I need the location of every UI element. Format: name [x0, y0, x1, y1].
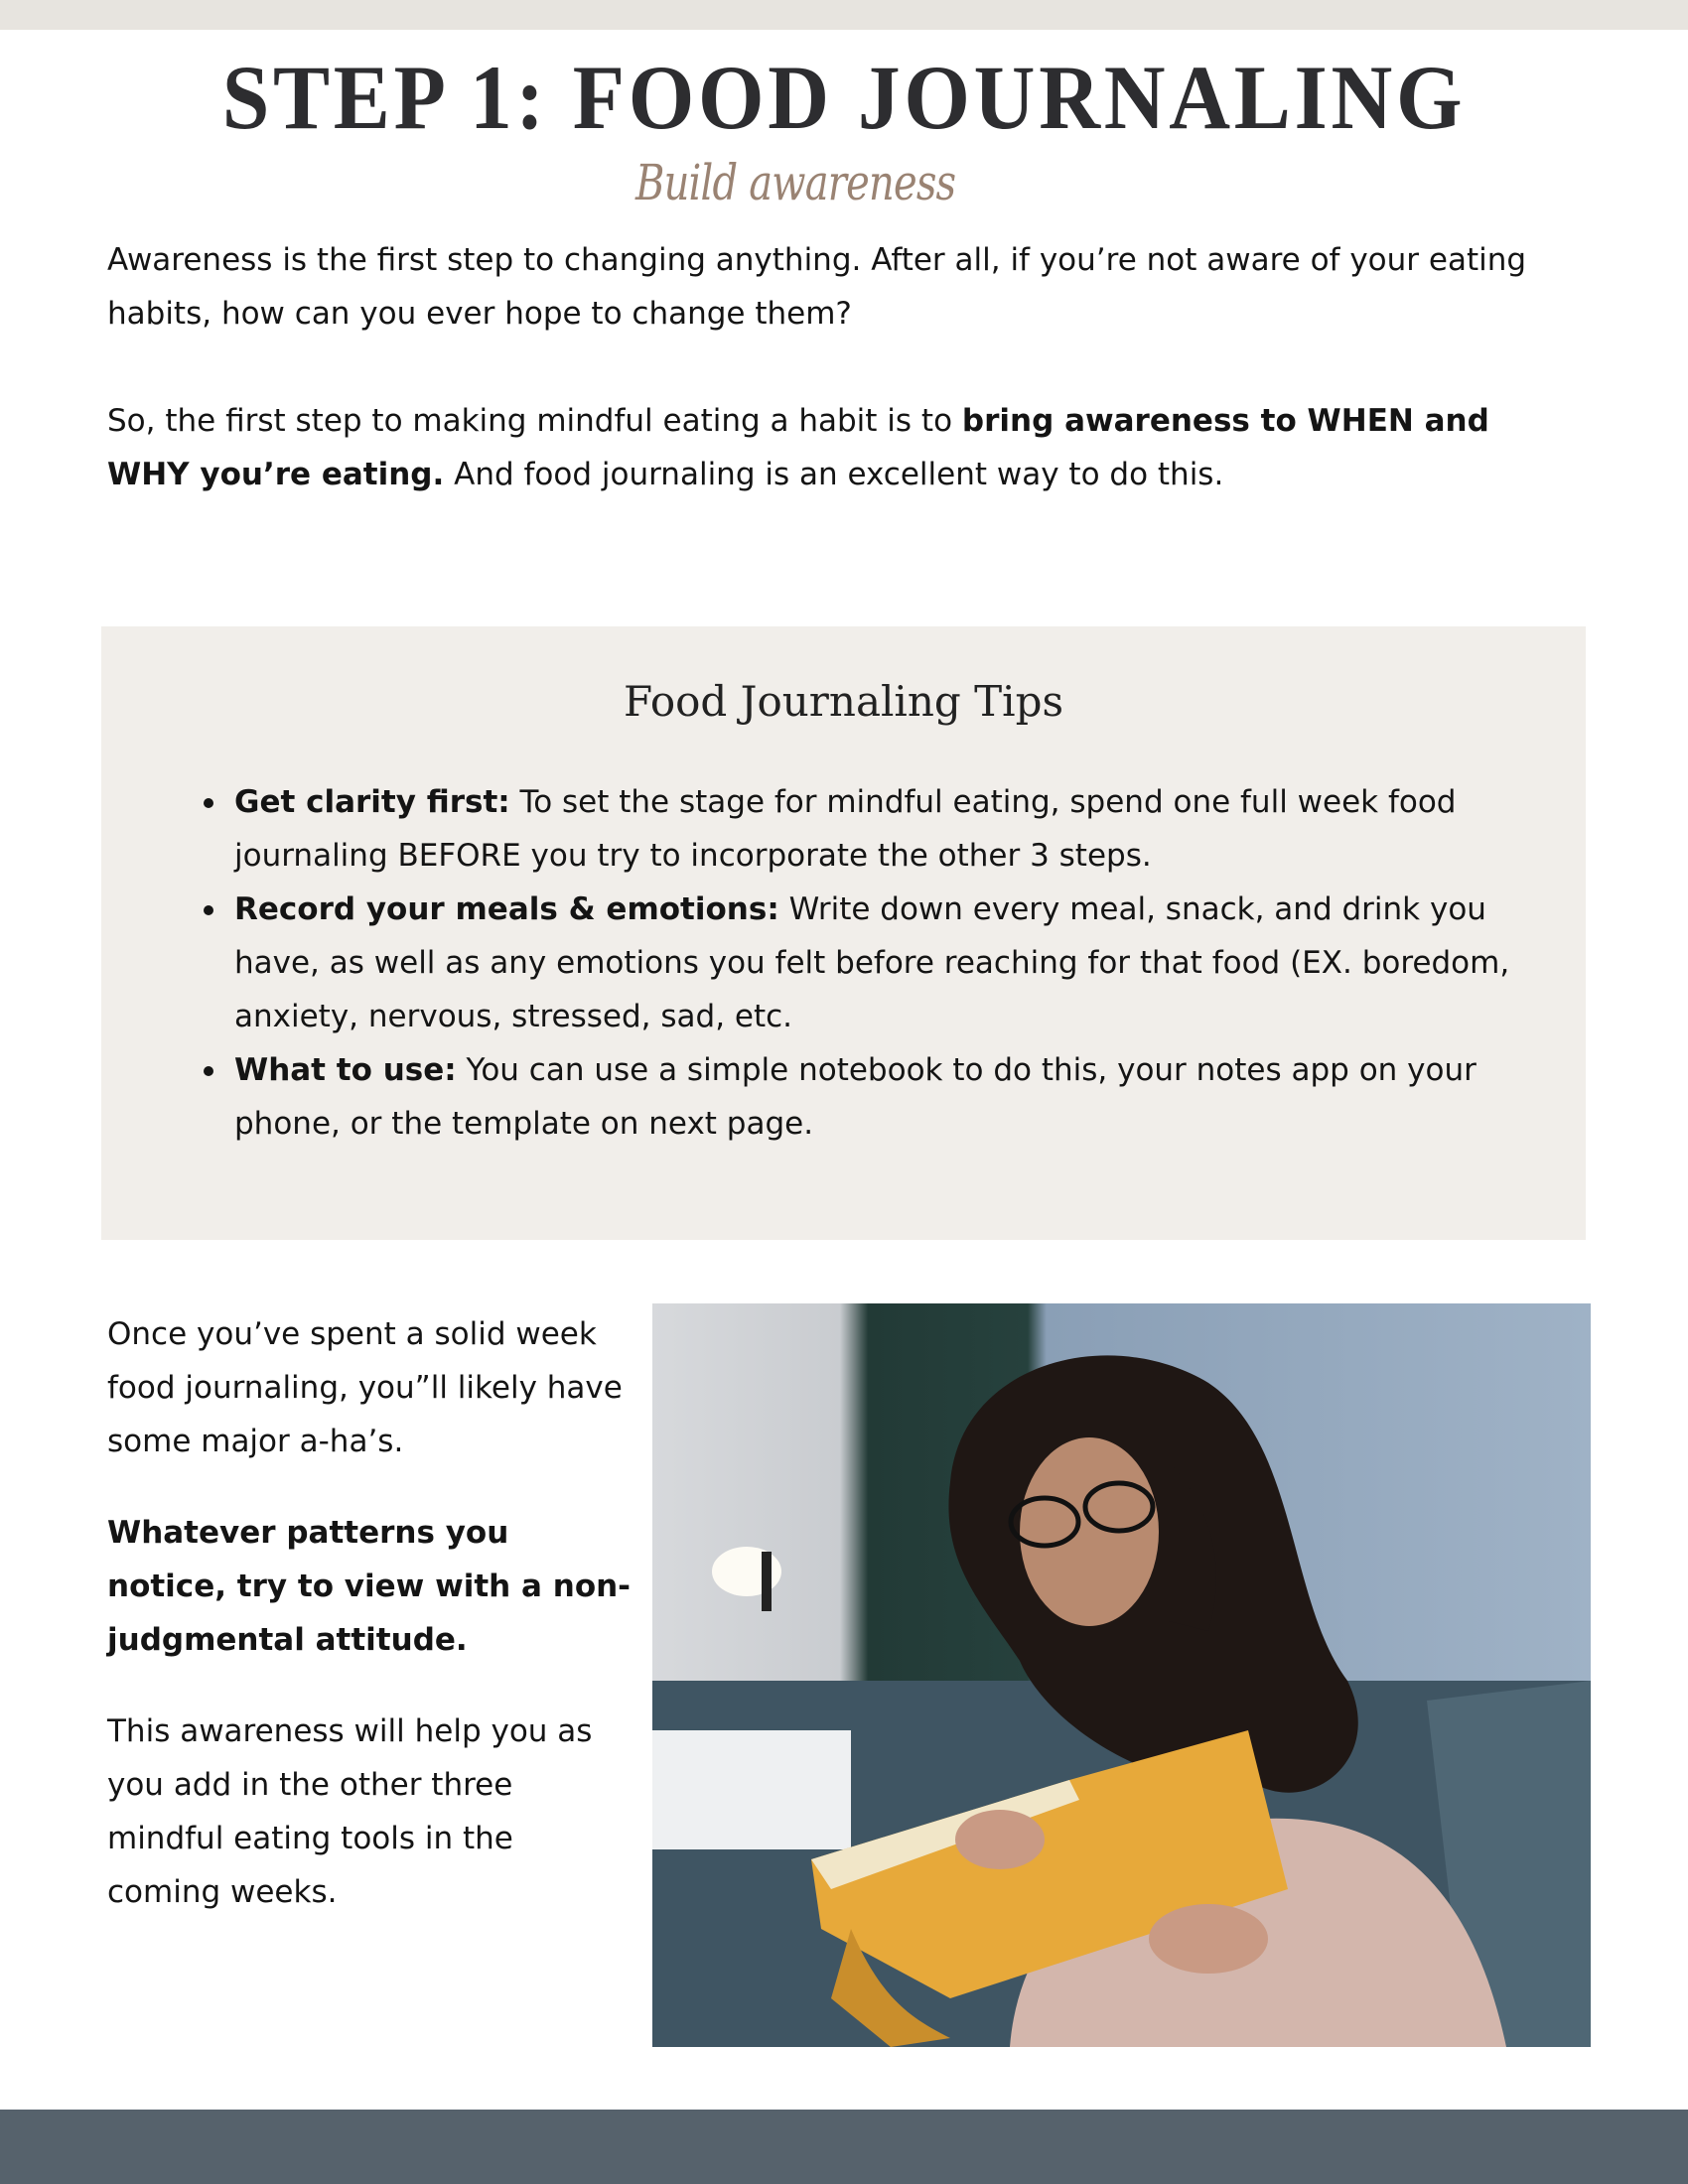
- photo-illustration: [652, 1303, 1591, 2047]
- tip-text: Write down every meal, snack, and drink you have, as well as any emotions you felt before reaching for that food (EX. boredom, anxiety, nervous, stressed, sad, etc.: [234, 891, 1510, 1034]
- tips-box: [101, 626, 1586, 1240]
- intro-paragraph-1: Awareness is the first step to changing anything. After all, if you’re not aware of your eating habits, how can you ever hope to change them?: [107, 242, 1527, 332]
- tip-item: [234, 1043, 1555, 1151]
- top-band: [0, 0, 1688, 30]
- woman-journaling-photo: [652, 1303, 1591, 2047]
- sidebar-paragraph-3: This awareness will help you as you add in the other three mindful eating tools in the coming weeks.: [107, 1713, 593, 1910]
- tips-list: [101, 775, 1555, 1151]
- page-subtitle-script: Build awareness: [635, 154, 956, 211]
- tip-item: [234, 883, 1555, 1043]
- sidebar-emphasis: Whatever patterns you notice, try to view with a non-judgmental attitude.: [107, 1515, 632, 1658]
- bullet-icon: [204, 905, 213, 915]
- intro-text: So, the first step to making mindful eating a habit is to: [107, 403, 962, 439]
- page-title: STEP 1: FOOD JOURNALING: [221, 47, 1467, 148]
- tips-heading: Food Journaling Tips: [623, 677, 1064, 726]
- sidebar-text: [107, 1307, 633, 1957]
- sidebar-paragraph-2: [107, 1506, 633, 1667]
- bullet-icon: [204, 798, 213, 808]
- sidebar-paragraph-1: Once you’ve spent a solid week food journaling, you”ll likely have some major a-ha’s.: [107, 1316, 623, 1459]
- intro-emphasis: bring awareness to WHEN and WHY you’re eating.: [107, 403, 1489, 492]
- intro-text-end: And food journaling is an excellent way to do this.: [444, 457, 1224, 492]
- tip-label: Get clarity first:: [234, 784, 510, 820]
- tip-item: [234, 775, 1555, 883]
- bottom-band: [0, 2110, 1688, 2184]
- tip-text: You can use a simple notebook to do this, your notes app on your phone, or the template on next page.: [234, 1052, 1477, 1142]
- tip-label: Record your meals & emotions:: [234, 891, 779, 927]
- bullet-icon: [204, 1066, 213, 1076]
- intro-paragraph-2: [107, 394, 1577, 501]
- tip-label: What to use:: [234, 1052, 457, 1088]
- tip-text: To set the stage for mindful eating, spend one full week food journaling BEFORE you try to incorporate the other 3 steps.: [234, 784, 1457, 874]
